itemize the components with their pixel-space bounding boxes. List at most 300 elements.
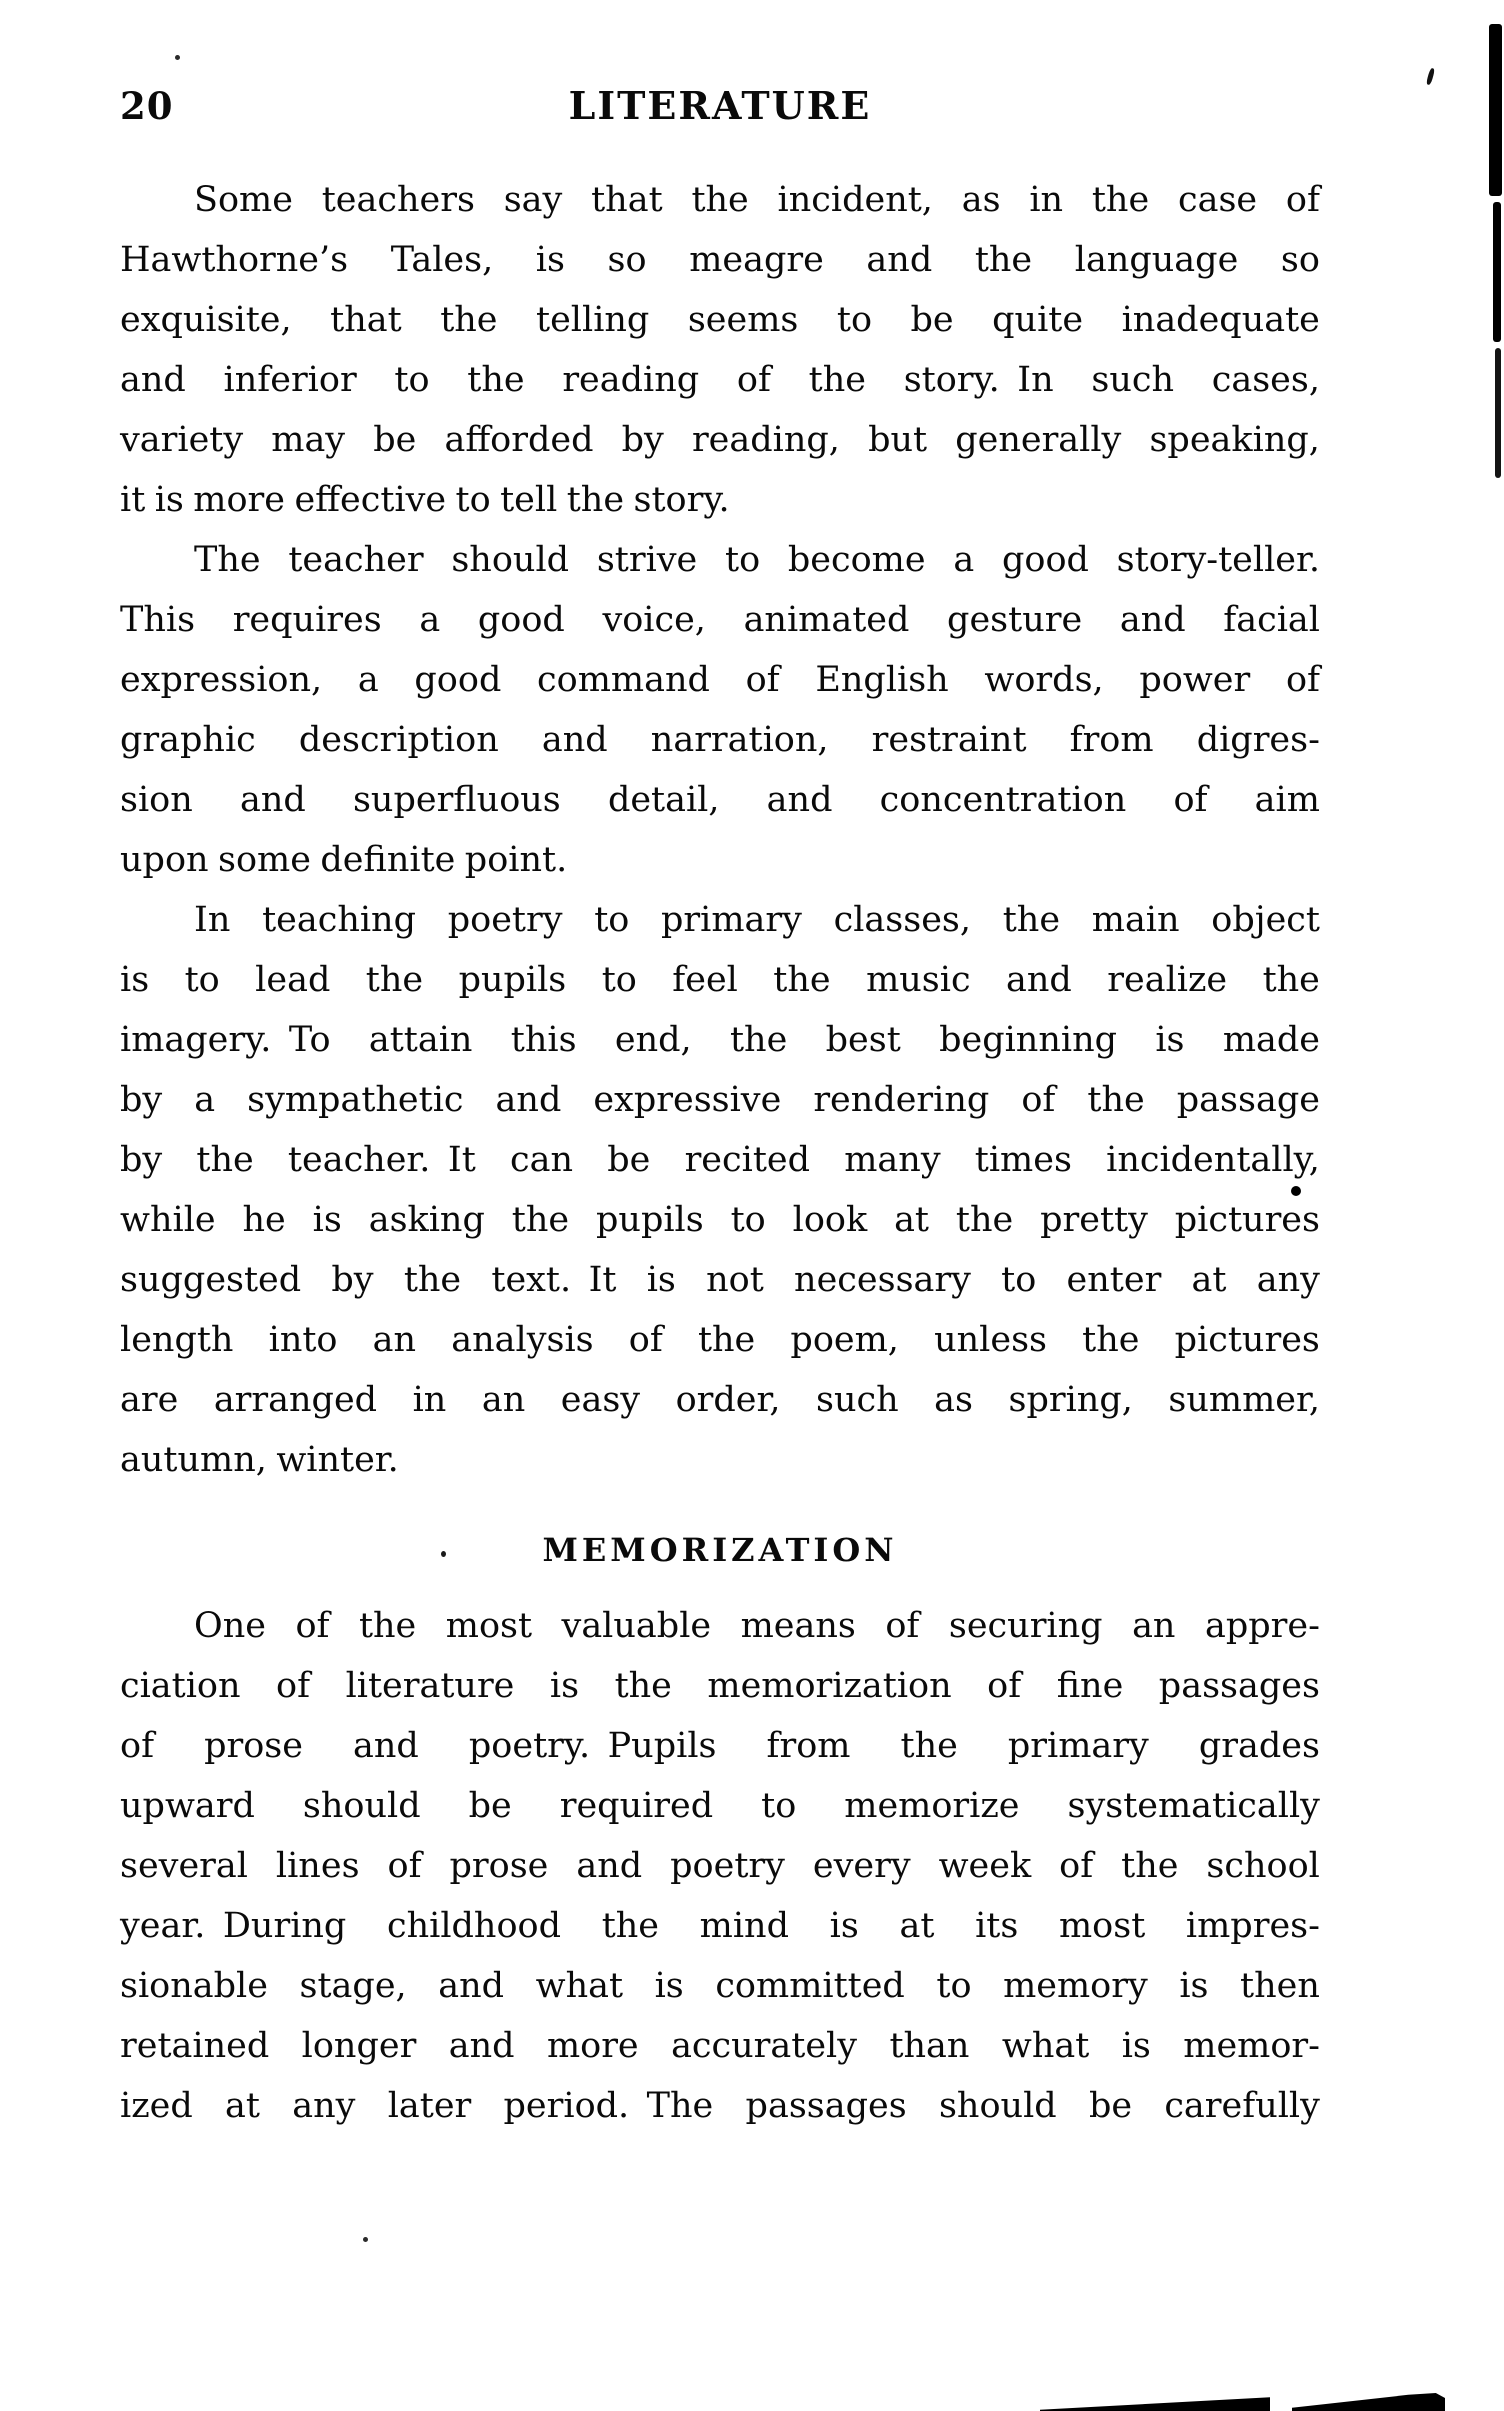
word: then [1240,1966,1320,2006]
word: is [1121,2026,1151,2066]
word: is [535,240,565,280]
word: and [541,720,608,760]
word: every [812,1846,911,1886]
word: and [120,360,186,400]
word: and [353,1726,419,1766]
scan-edge-line [1495,348,1501,478]
word: and [448,2026,515,2066]
word: spring, [1008,1380,1133,1420]
word: say [503,180,563,220]
word: upward [120,1786,255,1826]
word: to [184,960,220,1000]
word: restraint [871,720,1027,760]
text-line [120,1786,1320,1846]
word: a [194,1080,216,1120]
word: by [120,1140,163,1180]
word: it [120,480,146,520]
word: that [591,180,663,220]
word: longer [301,2026,417,2066]
word: meagre [689,240,824,280]
word: case [1177,180,1258,220]
text-line [120,1380,1320,1440]
word: at [899,1906,935,1946]
word: of [1173,780,1208,820]
word: analysis [451,1320,594,1360]
word: is [646,1260,676,1300]
word: later [387,2086,472,2126]
word: this [510,1020,577,1060]
word: the [1262,960,1320,1000]
word: prose [204,1726,303,1766]
word: is [312,1200,342,1240]
word: should [451,540,570,580]
word: inadequate [1121,300,1320,340]
word: rendering [813,1080,990,1120]
word: its [975,1906,1019,1946]
word: to [836,300,873,340]
word: teaching [262,900,417,940]
word: The [194,540,261,580]
word: inferior [223,360,357,400]
scan-tear-mark [1292,2393,1445,2411]
word: the [808,360,866,400]
word: as [934,1380,973,1420]
word: most [445,1606,533,1646]
word: good [1001,540,1089,580]
text-line [120,660,1320,720]
word: good [477,600,565,640]
word: seems [687,300,799,340]
text-line [120,2086,1320,2146]
word: an [1132,1606,1176,1646]
text-line [120,1666,1320,1726]
word: such [816,1380,899,1420]
word: poem, [790,1320,899,1360]
text-line [120,1906,1320,1966]
text-line [120,1200,1320,1260]
word: in [412,1380,447,1420]
ink-speck [363,2237,368,2242]
word: primary [661,900,802,940]
word: digres- [1196,720,1320,760]
word: ciation [120,1666,241,1706]
text-line [120,840,1320,900]
word: unless [934,1320,1048,1360]
word: stage, [299,1966,407,2006]
word: music [866,960,971,1000]
word: tell [500,480,558,520]
paragraph [120,180,1320,540]
page-number: 20 [120,84,174,128]
word: of [736,360,771,400]
word: requires [232,600,382,640]
word: exquisite, [120,300,292,340]
word: as [961,180,1001,220]
word: classes, [833,900,972,940]
word: of [295,1606,330,1646]
scan-edge-line [1493,202,1501,342]
text-line [120,1260,1320,1320]
word: memorize [844,1786,1020,1826]
word: sympathetic [247,1080,464,1120]
word: made [1222,1020,1320,1060]
word: good [414,660,502,700]
word: lead [255,960,331,1000]
word: memor- [1183,2026,1320,2066]
word: securing [948,1606,1103,1646]
word: the [1087,1080,1145,1120]
word: school [1206,1846,1320,1886]
word: end, [614,1020,692,1060]
word: the [900,1726,958,1766]
text-line [120,420,1320,480]
text-line [120,1140,1320,1200]
word: and [766,780,833,820]
word: memorization [707,1666,952,1706]
word: and [239,780,306,820]
text-line [120,1320,1320,1380]
word: to [455,480,491,520]
word: but [868,420,928,460]
word: is [549,1666,580,1706]
word: effective [294,480,447,520]
section-heading: MEMORIZATION [542,1531,898,1569]
word: superfluous [352,780,561,820]
word: and [1006,960,1072,1000]
word: recited [684,1140,811,1180]
word: a [953,540,975,580]
word: strive [596,540,698,580]
word: to [594,900,630,940]
word: period. The [503,2086,714,2126]
word: the [955,1200,1014,1240]
paragraph [120,540,1320,900]
word: at [1191,1260,1227,1300]
word: retained [120,2026,270,2066]
word: incidentally, [1106,1140,1320,1180]
ink-speck [1426,68,1435,86]
word: the [365,960,424,1000]
word: accurately [671,2026,858,2066]
word: telling [536,300,650,340]
page-header [120,82,1320,130]
word: of [387,1846,422,1886]
word: some [218,840,311,880]
word: of [885,1606,920,1646]
word: speaking, [1149,420,1320,460]
word: in [1029,180,1064,220]
word: systematically [1067,1786,1320,1826]
word: valuable [561,1606,712,1646]
ink-speck [175,55,180,60]
word: the [691,180,749,220]
word: at [225,2086,260,2126]
word: more [193,480,286,520]
text-line [120,2026,1320,2086]
word: English [815,660,949,700]
text-line [120,360,1320,420]
word: that [330,300,402,340]
word: committed [715,1966,905,2006]
word: to [1001,1260,1037,1300]
word: reading, [691,420,840,460]
word: by [331,1260,374,1300]
word: generally [955,420,1122,460]
word: look [792,1200,868,1240]
paragraph [120,1606,1320,2146]
word: prose [449,1846,549,1886]
word: reading [562,360,700,400]
page-body [120,180,1320,2146]
word: by [120,1080,163,1120]
word: Hawthorne’s [120,240,349,280]
word: the [974,240,1033,280]
text-line [120,240,1320,300]
text-line [120,540,1320,600]
word: the [1002,900,1061,940]
text-line [120,780,1320,840]
word: point. [464,840,568,880]
word: is [654,1966,684,2006]
text-line [120,900,1320,960]
text-line [120,480,1320,540]
word: the [601,1906,660,1946]
word: be [1088,2086,1133,2126]
word: text. It [491,1260,617,1300]
word: more [546,2026,639,2066]
word: pictures [1174,1200,1320,1240]
word: become [787,540,926,580]
word: so [607,240,647,280]
word: and [866,240,933,280]
word: arranged [213,1380,378,1420]
word: pictures [1174,1320,1320,1360]
word: he [242,1200,286,1240]
text-line [120,1966,1320,2026]
word: pupils [458,960,567,1000]
word: poetry [670,1846,785,1886]
word: the [196,1140,254,1180]
word: beginning [939,1020,1118,1060]
word: is [120,960,150,1000]
word: story-teller. [1116,540,1320,580]
word: concentration [879,780,1127,820]
word: an [481,1380,526,1420]
word: fine [1056,1666,1124,1706]
word: so [1280,240,1320,280]
word: and [576,1846,643,1886]
word: winter. [276,1440,399,1480]
word: a [357,660,379,700]
word: teacher. It [287,1140,476,1180]
word: into [268,1320,338,1360]
word: feel [672,960,738,1000]
word: gesture [947,600,1083,640]
word: variety [120,420,244,460]
word: the [1121,1846,1179,1886]
word: not [706,1260,764,1300]
word: command [537,660,710,700]
word: from [766,1726,851,1766]
word: are [120,1380,179,1420]
word: lines [275,1846,360,1886]
word: the [729,1020,788,1060]
word: such [1091,360,1175,400]
word: sion [120,780,193,820]
word: is [1155,1020,1185,1060]
text-line [120,300,1320,360]
word: passage [1176,1080,1320,1120]
word: asking [368,1200,485,1240]
word: the [511,1200,570,1240]
word: narration, [650,720,829,760]
word: the [403,1260,462,1300]
word: what [535,1966,624,2006]
word: be [607,1140,651,1180]
word: and [495,1080,562,1120]
word: while [120,1200,216,1240]
word: the [467,360,525,400]
word: Tales, [390,240,494,280]
word: the [440,300,498,340]
word: carefully [1164,2086,1320,2126]
word: In [194,900,231,940]
word: facial [1223,600,1320,640]
word: the [614,1666,672,1706]
text-line [120,1726,1320,1786]
text-line [120,1080,1320,1140]
word: required [559,1786,714,1826]
word: length [120,1320,234,1360]
word: be [373,420,417,460]
word: should [938,2086,1057,2126]
word: mind [699,1906,790,1946]
word: the [1082,1320,1140,1360]
word: afforded [444,420,594,460]
word: autumn, [120,1440,267,1480]
word: of [628,1320,663,1360]
word: sionable [120,1966,268,2006]
word: to [725,540,761,580]
word: attain [368,1020,473,1060]
word: expressive [593,1080,782,1120]
word: incident, [777,180,933,220]
word: Some [194,180,293,220]
word: the [773,960,831,1000]
word: at [894,1200,929,1240]
word: best [825,1020,901,1060]
word: poetry [447,900,563,940]
word: necessary [794,1260,971,1300]
word: can [510,1140,574,1180]
text-line [120,1020,1320,1080]
word: of [1021,1080,1056,1120]
word: order, [675,1380,781,1420]
word: poetry. Pupils [468,1726,717,1766]
word: to [936,1966,972,2006]
text-line [120,1440,1320,1500]
word: main [1091,900,1180,940]
word: pupils [596,1200,704,1240]
word: realize [1107,960,1228,1000]
word: description [298,720,499,760]
word: easy [560,1380,641,1420]
word: times [974,1140,1072,1180]
word: memory [1003,1966,1148,2006]
word: from [1069,720,1154,760]
word: graphic [120,720,256,760]
word: week [938,1846,1032,1886]
word: summer, [1168,1380,1320,1420]
word: means [740,1606,856,1646]
word: literature [345,1666,515,1706]
word: a [419,600,441,640]
word: is [154,480,184,520]
word: quite [992,300,1084,340]
word: and [1119,600,1186,640]
word: ized [120,2086,193,2126]
word: appre- [1204,1606,1320,1646]
ink-speck [1291,1186,1301,1196]
text-line [120,1846,1320,1906]
word: power [1139,660,1251,700]
word: by [621,420,664,460]
paragraph [120,900,1320,1500]
word: is [829,1906,859,1946]
word: be [910,300,954,340]
scan-edge-line [1489,24,1502,196]
word: childhood [387,1906,562,1946]
word: definite [320,840,456,880]
word: than [889,2026,970,2066]
word: of [1059,1846,1094,1886]
word: pretty [1040,1200,1148,1240]
word: impres- [1185,1906,1320,1946]
word: enter [1066,1260,1162,1300]
word: many [844,1140,941,1180]
running-title: LITERATURE [568,83,872,128]
word: expression, [120,660,323,700]
word: the [697,1320,756,1360]
word: to [761,1786,797,1826]
word: upon [120,840,209,880]
word: of [1285,180,1320,220]
word: passages [745,2086,907,2126]
word: imagery. To [120,1020,331,1060]
word: an [372,1320,417,1360]
word: of [120,1726,155,1766]
word: is [1179,1966,1209,2006]
word: story. [633,480,730,520]
word: be [468,1786,512,1826]
word: One [194,1606,266,1646]
word: animated [743,600,910,640]
word: teacher [288,540,424,580]
word: year. During [120,1906,347,1946]
word: primary [1007,1726,1149,1766]
word: story. In [903,360,1054,400]
word: cases, [1211,360,1320,400]
text-line [120,960,1320,1020]
word: of [745,660,780,700]
word: suggested [120,1260,302,1300]
word: aim [1254,780,1320,820]
word: detail, [607,780,720,820]
word: object [1211,900,1320,940]
word: the [1091,180,1150,220]
text-line [120,720,1320,780]
word: should [302,1786,421,1826]
